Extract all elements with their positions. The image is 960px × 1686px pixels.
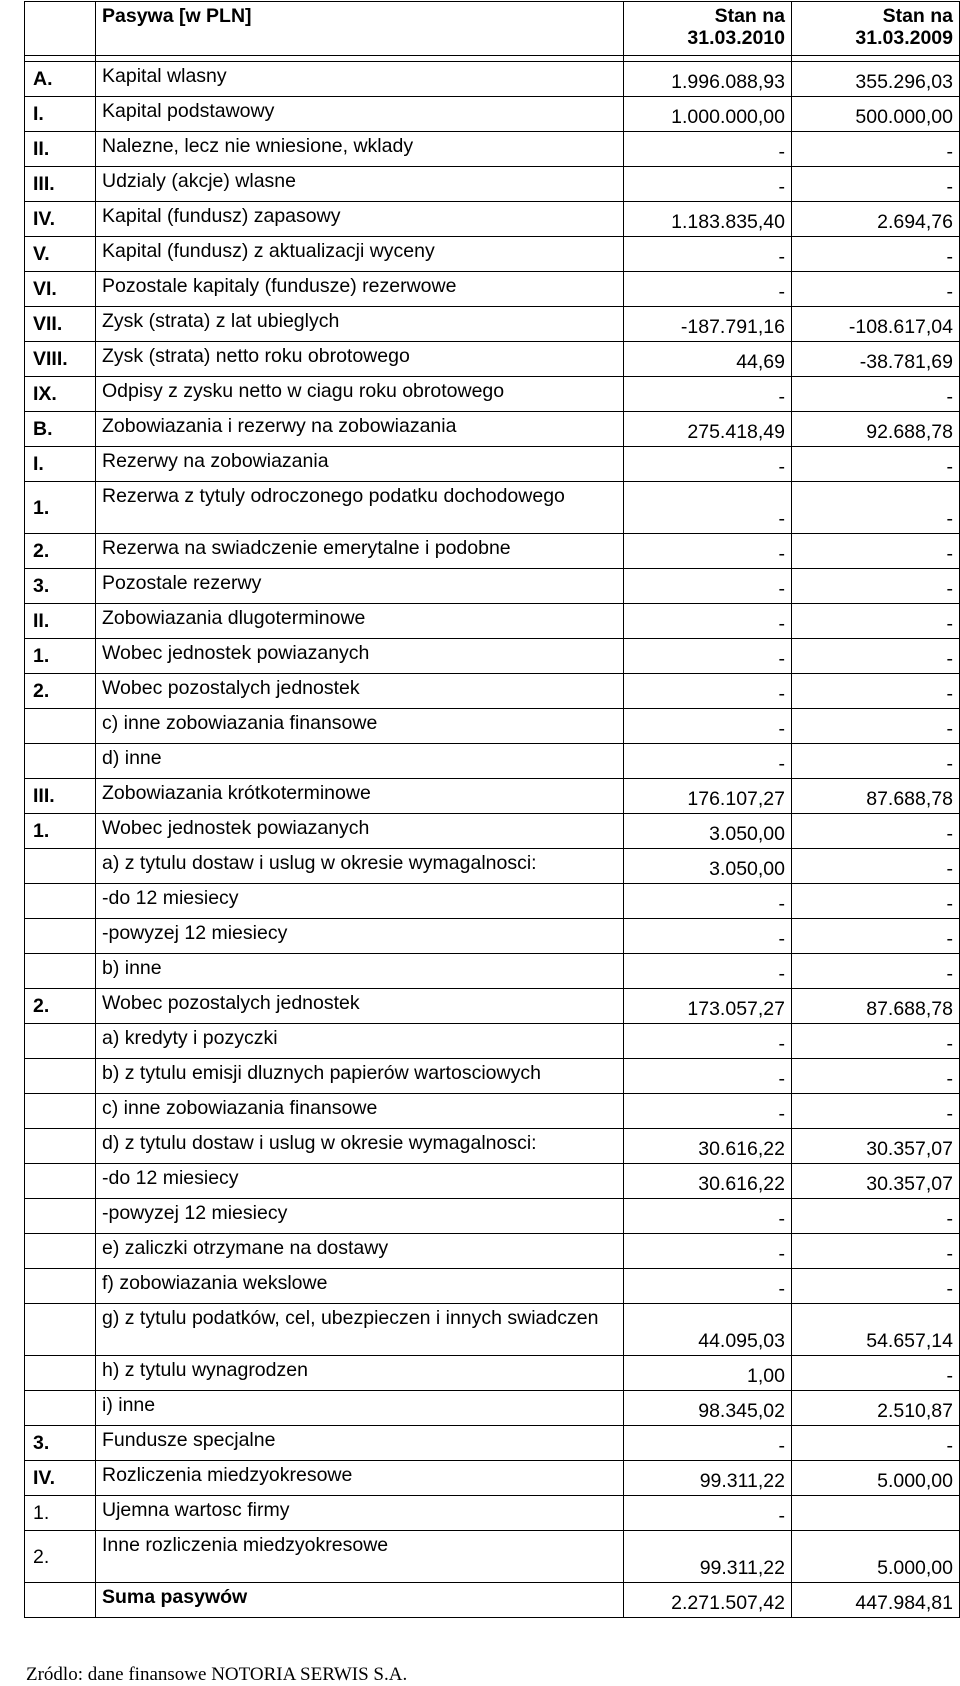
table-row [25, 639, 960, 674]
row-label: 1. [25, 814, 96, 849]
row-label [25, 1059, 96, 1094]
row-name: Zobowiazania krótkoterminowe [96, 779, 624, 814]
header-col-2010: Stan na 31.03.2010 [624, 2, 792, 56]
row-label: 3. [25, 1426, 96, 1461]
row-label [25, 1391, 96, 1426]
row-value-2009: - [792, 1094, 960, 1129]
row-value-2010: - [624, 709, 792, 744]
row-name: Kapital wlasny [96, 62, 624, 97]
row-value-2009: -108.617,04 [792, 307, 960, 342]
row-value-2009: 87.688,78 [792, 779, 960, 814]
table-row [25, 779, 960, 814]
row-value-2009: - [792, 272, 960, 307]
table-row [25, 849, 960, 884]
row-value-2010: -187.791,16 [624, 307, 792, 342]
row-value-2010: - [624, 1426, 792, 1461]
row-label: 2. [25, 1531, 96, 1583]
row-name: Rezerwy na zobowiazania [96, 447, 624, 482]
row-value-2009: - [792, 814, 960, 849]
row-value-2010: 173.057,27 [624, 989, 792, 1024]
row-name: Odpisy z zysku netto w ciagu roku obrotowego [96, 377, 624, 412]
row-name: Nalezne, lecz nie wniesione, wklady [96, 132, 624, 167]
row-label: VII. [25, 307, 96, 342]
row-value-2010: 1.000.000,00 [624, 97, 792, 132]
row-name: i) inne [96, 1391, 624, 1426]
row-label: 2. [25, 674, 96, 709]
row-name: Zobowiazania dlugoterminowe [96, 604, 624, 639]
row-name: Zysk (strata) netto roku obrotowego [96, 342, 624, 377]
row-value-2010: - [624, 1269, 792, 1304]
row-value-2010: - [624, 482, 792, 534]
row-value-2010: 275.418,49 [624, 412, 792, 447]
row-name: b) inne [96, 954, 624, 989]
row-label [25, 1304, 96, 1356]
row-value-2009: - [792, 534, 960, 569]
row-name: Rozliczenia miedzyokresowe [96, 1461, 624, 1496]
row-value-2009: - [792, 167, 960, 202]
row-name: c) inne zobowiazania finansowe [96, 1094, 624, 1129]
row-name: Kapital (fundusz) zapasowy [96, 202, 624, 237]
row-value-2009 [792, 1496, 960, 1531]
row-label [25, 849, 96, 884]
row-value-2010: 1.996.088,93 [624, 62, 792, 97]
table-row [25, 1461, 960, 1496]
row-value-2009: 5.000,00 [792, 1461, 960, 1496]
row-value-2010: 176.107,27 [624, 779, 792, 814]
row-value-2009: - [792, 377, 960, 412]
row-label [25, 884, 96, 919]
total-label-cell [25, 1583, 96, 1618]
row-value-2010: 99.311,22 [624, 1531, 792, 1583]
row-value-2009: - [792, 604, 960, 639]
row-name: Zysk (strata) z lat ubieglych [96, 307, 624, 342]
row-value-2010: 30.616,22 [624, 1164, 792, 1199]
table-row [25, 1304, 960, 1356]
table-row [25, 1356, 960, 1391]
row-value-2009: - [792, 954, 960, 989]
row-name: Pozostale rezerwy [96, 569, 624, 604]
row-label [25, 1024, 96, 1059]
row-name: Wobec pozostalych jednostek [96, 989, 624, 1024]
row-value-2010: - [624, 884, 792, 919]
row-label: IX. [25, 377, 96, 412]
row-value-2010: - [624, 639, 792, 674]
row-value-2010: - [624, 569, 792, 604]
table-row [25, 534, 960, 569]
row-value-2010: - [624, 604, 792, 639]
table-row [25, 237, 960, 272]
table-row [25, 1426, 960, 1461]
table-row [25, 1094, 960, 1129]
table-row [25, 954, 960, 989]
row-name: Kapital (fundusz) z aktualizacji wyceny [96, 237, 624, 272]
row-name: Udzialy (akcje) wlasne [96, 167, 624, 202]
row-value-2009: 92.688,78 [792, 412, 960, 447]
row-value-2010: 99.311,22 [624, 1461, 792, 1496]
row-label: B. [25, 412, 96, 447]
row-label: II. [25, 604, 96, 639]
row-value-2009: - [792, 849, 960, 884]
table-row [25, 1531, 960, 1583]
row-value-2009: 2.694,76 [792, 202, 960, 237]
row-label [25, 1199, 96, 1234]
table-row [25, 482, 960, 534]
table-row [25, 1164, 960, 1199]
row-name: d) z tytulu dostaw i uslug w okresie wymagalnosci: [96, 1129, 624, 1164]
row-value-2010: - [624, 167, 792, 202]
row-label: 3. [25, 569, 96, 604]
row-label [25, 1269, 96, 1304]
row-value-2010: - [624, 237, 792, 272]
table-row [25, 1024, 960, 1059]
header-col-2009: Stan na 31.03.2009 [792, 2, 960, 56]
row-name: g) z tytulu podatków, cel, ubezpieczen i innych swiadczen [96, 1304, 624, 1356]
table-row [25, 1391, 960, 1426]
row-value-2010: - [624, 534, 792, 569]
row-value-2010: - [624, 954, 792, 989]
table-row [25, 709, 960, 744]
row-label: 1. [25, 639, 96, 674]
table-row [25, 674, 960, 709]
table-row [25, 272, 960, 307]
source-note: Zródlo: dane finansowe NOTORIA SERWIS S.A. [26, 1664, 408, 1685]
row-value-2009: - [792, 884, 960, 919]
row-value-2009: -38.781,69 [792, 342, 960, 377]
row-name: Wobec pozostalych jednostek [96, 674, 624, 709]
row-value-2010: - [624, 447, 792, 482]
row-label: III. [25, 779, 96, 814]
row-name: Fundusze specjalne [96, 1426, 624, 1461]
row-label [25, 1234, 96, 1269]
row-value-2009: - [792, 639, 960, 674]
row-name: Rezerwa na swiadczenie emerytalne i podobne [96, 534, 624, 569]
row-label: I. [25, 447, 96, 482]
row-name: a) z tytulu dostaw i uslug w okresie wymagalnosci: [96, 849, 624, 884]
row-value-2010: - [624, 1496, 792, 1531]
table-row [25, 604, 960, 639]
row-value-2010: 1.183.835,40 [624, 202, 792, 237]
row-value-2009: - [792, 1059, 960, 1094]
row-label: 1. [25, 482, 96, 534]
row-value-2010: 44,69 [624, 342, 792, 377]
row-value-2010: - [624, 377, 792, 412]
table-row [25, 1269, 960, 1304]
total-row [25, 1583, 960, 1618]
row-name: -do 12 miesiecy [96, 884, 624, 919]
row-label: 2. [25, 534, 96, 569]
row-value-2010: - [624, 1094, 792, 1129]
row-label: III. [25, 167, 96, 202]
total-value-2009: 447.984,81 [792, 1583, 960, 1618]
row-label: V. [25, 237, 96, 272]
table-row [25, 989, 960, 1024]
table-row [25, 884, 960, 919]
row-value-2010: - [624, 674, 792, 709]
row-value-2010: - [624, 272, 792, 307]
row-label [25, 1094, 96, 1129]
row-label: IV. [25, 1461, 96, 1496]
row-value-2010: 98.345,02 [624, 1391, 792, 1426]
row-name: Ujemna wartosc firmy [96, 1496, 624, 1531]
row-value-2009: - [792, 482, 960, 534]
row-value-2009: - [792, 569, 960, 604]
row-value-2010: - [624, 919, 792, 954]
row-name: Inne rozliczenia miedzyokresowe [96, 1531, 624, 1583]
row-value-2009: - [792, 919, 960, 954]
row-value-2009: 355.296,03 [792, 62, 960, 97]
row-value-2009: - [792, 1356, 960, 1391]
row-value-2009: 2.510,87 [792, 1391, 960, 1426]
table-row [25, 814, 960, 849]
row-value-2010: 3.050,00 [624, 814, 792, 849]
row-label [25, 1356, 96, 1391]
row-name: -powyzej 12 miesiecy [96, 1199, 624, 1234]
row-name: c) inne zobowiazania finansowe [96, 709, 624, 744]
row-name: Kapital podstawowy [96, 97, 624, 132]
row-value-2010: 1,00 [624, 1356, 792, 1391]
liabilities-table [24, 1, 960, 1618]
row-value-2010: 30.616,22 [624, 1129, 792, 1164]
row-value-2009: - [792, 744, 960, 779]
row-label: II. [25, 132, 96, 167]
row-value-2009: 30.357,07 [792, 1129, 960, 1164]
row-label: A. [25, 62, 96, 97]
table-row [25, 342, 960, 377]
table-row [25, 412, 960, 447]
row-label: IV. [25, 202, 96, 237]
table-row [25, 744, 960, 779]
row-value-2010: - [624, 1059, 792, 1094]
row-label [25, 744, 96, 779]
row-value-2009: 30.357,07 [792, 1164, 960, 1199]
row-value-2009: - [792, 1269, 960, 1304]
row-value-2009: - [792, 447, 960, 482]
row-value-2009: 54.657,14 [792, 1304, 960, 1356]
row-value-2010: - [624, 132, 792, 167]
row-value-2009: 500.000,00 [792, 97, 960, 132]
row-name: h) z tytulu wynagrodzen [96, 1356, 624, 1391]
table-header-row [25, 2, 960, 56]
row-label [25, 709, 96, 744]
row-label [25, 919, 96, 954]
row-name: -do 12 miesiecy [96, 1164, 624, 1199]
row-value-2009: 87.688,78 [792, 989, 960, 1024]
row-label [25, 1164, 96, 1199]
table-row [25, 1129, 960, 1164]
table-row [25, 202, 960, 237]
table-row [25, 62, 960, 97]
table-row [25, 1496, 960, 1531]
row-name: Pozostale kapitaly (fundusze) rezerwowe [96, 272, 624, 307]
row-value-2009: - [792, 1426, 960, 1461]
row-name: Wobec jednostek powiazanych [96, 814, 624, 849]
row-label [25, 954, 96, 989]
table-row [25, 447, 960, 482]
row-value-2009: - [792, 709, 960, 744]
row-value-2009: - [792, 674, 960, 709]
row-label [25, 1129, 96, 1164]
table-row [25, 97, 960, 132]
row-value-2009: - [792, 1199, 960, 1234]
row-name: Wobec jednostek powiazanych [96, 639, 624, 674]
row-name: Zobowiazania i rezerwy na zobowiazania [96, 412, 624, 447]
row-value-2010: - [624, 1234, 792, 1269]
row-name: -powyzej 12 miesiecy [96, 919, 624, 954]
row-value-2010: 44.095,03 [624, 1304, 792, 1356]
row-label: 1. [25, 1496, 96, 1531]
header-label-cell [25, 2, 96, 56]
table-row [25, 377, 960, 412]
row-name: a) kredyty i pozyczki [96, 1024, 624, 1059]
row-label: 2. [25, 989, 96, 1024]
total-value-2010: 2.271.507,42 [624, 1583, 792, 1618]
row-label: VI. [25, 272, 96, 307]
row-value-2009: - [792, 1024, 960, 1059]
table-row [25, 919, 960, 954]
row-value-2010: - [624, 1199, 792, 1234]
row-name: b) z tytulu emisji dluznych papierów wartosciowych [96, 1059, 624, 1094]
row-label: VIII. [25, 342, 96, 377]
row-value-2009: - [792, 132, 960, 167]
row-value-2009: - [792, 1234, 960, 1269]
row-name: e) zaliczki otrzymane na dostawy [96, 1234, 624, 1269]
total-name: Suma pasywów [96, 1583, 624, 1618]
table-row [25, 307, 960, 342]
row-value-2009: 5.000,00 [792, 1531, 960, 1583]
header-title: Pasywa [w PLN] [96, 2, 624, 56]
row-name: f) zobowiazania wekslowe [96, 1269, 624, 1304]
table-row [25, 1234, 960, 1269]
row-label: I. [25, 97, 96, 132]
row-name: d) inne [96, 744, 624, 779]
table-row [25, 1059, 960, 1094]
table-row [25, 167, 960, 202]
row-value-2010: 3.050,00 [624, 849, 792, 884]
row-name: Rezerwa z tytuly odroczonego podatku dochodowego [96, 482, 624, 534]
row-value-2010: - [624, 1024, 792, 1059]
table-row [25, 1199, 960, 1234]
table-row [25, 569, 960, 604]
table-row [25, 132, 960, 167]
row-value-2010: - [624, 744, 792, 779]
row-value-2009: - [792, 237, 960, 272]
